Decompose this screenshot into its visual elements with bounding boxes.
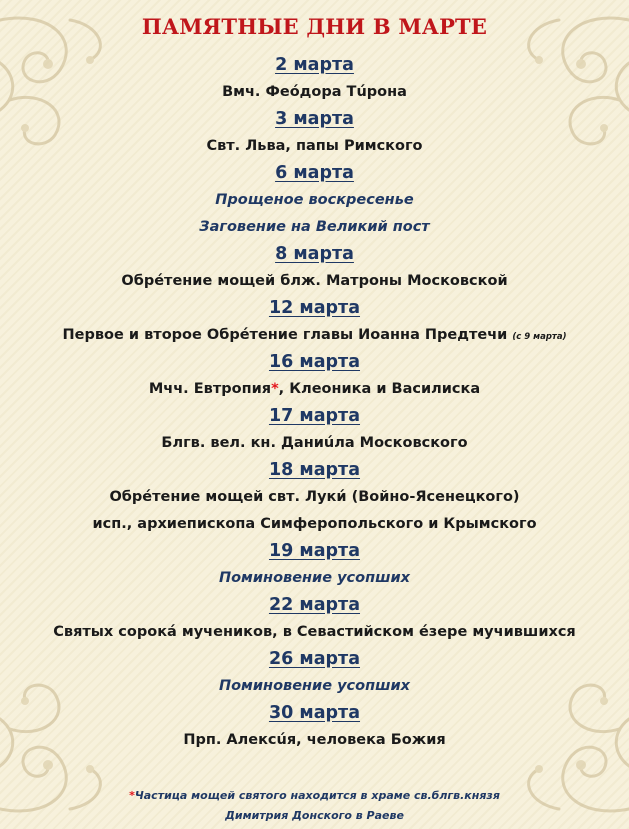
date-heading: 30 марта bbox=[268, 703, 361, 723]
commemoration-line: Обре́тение мощей свт. Луки́ (Войно-Ясенецкого) bbox=[109, 489, 520, 505]
commemoration-line: Поминовение усопших bbox=[218, 570, 411, 586]
commemoration-line: исп., архиепископа Симферопольского и Крымского bbox=[92, 516, 537, 532]
date-heading: 19 марта bbox=[268, 541, 361, 561]
commemoration-line: Прп. Алексúя, человека Божия bbox=[183, 732, 446, 748]
date-heading: 16 марта bbox=[268, 352, 361, 372]
date-heading: 3 марта bbox=[275, 109, 354, 129]
date-note: (с 9 марта) bbox=[512, 332, 567, 342]
commemoration-line: Заговение на Великий пост bbox=[199, 219, 430, 235]
date-heading: 8 марта bbox=[275, 244, 354, 264]
commemoration-line: Поминовение усопших bbox=[218, 678, 411, 694]
page-title: ПАМЯТНЫЕ ДНИ В МАРТЕ bbox=[141, 14, 488, 39]
date-heading: 17 марта bbox=[268, 406, 361, 426]
date-heading: 18 марта bbox=[268, 460, 361, 480]
date-heading: 2 марта bbox=[275, 55, 354, 75]
footnote-star: * bbox=[271, 381, 279, 397]
commemoration-line bbox=[63, 322, 567, 349]
commemoration-line: Блгв. вел. кн. Даниúла Московского bbox=[161, 435, 468, 451]
commemoration-line: Свт. Льва, папы Римского bbox=[206, 138, 423, 154]
commemoration-text: Первое и второе Обре́тение главы Иоанна Предтечи bbox=[62, 327, 508, 343]
footnote-line bbox=[0, 786, 629, 806]
footnote bbox=[0, 786, 629, 826]
commemoration-line bbox=[149, 376, 480, 403]
commemoration-line: Обре́тение мощей блж. Матроны Московской bbox=[121, 273, 508, 289]
commemoration-line: Вмч. Феóдора Тúрона bbox=[222, 84, 407, 100]
commemoration-text: Мчч. Евтропия bbox=[148, 381, 272, 397]
separator-comma: , bbox=[278, 381, 290, 397]
footnote-text: Частица мощей святого находится в храме св.блгв.князя bbox=[134, 789, 500, 802]
footnote-star: * bbox=[129, 789, 135, 802]
commemoration-line: Прощеное воскресенье bbox=[215, 192, 414, 208]
date-heading: 6 марта bbox=[275, 163, 354, 183]
memorial-days-list bbox=[0, 52, 629, 754]
date-heading: 22 марта bbox=[268, 595, 361, 615]
date-heading: 12 марта bbox=[268, 298, 361, 318]
date-heading: 26 марта bbox=[268, 649, 361, 669]
commemoration-line: Святых сорокá мучеников, в Севастийском éзере мучившихся bbox=[53, 624, 576, 640]
commemoration-text: Клеоника и Василиска bbox=[289, 381, 481, 397]
footnote-line: Димитрия Донского в Раеве bbox=[225, 809, 404, 822]
